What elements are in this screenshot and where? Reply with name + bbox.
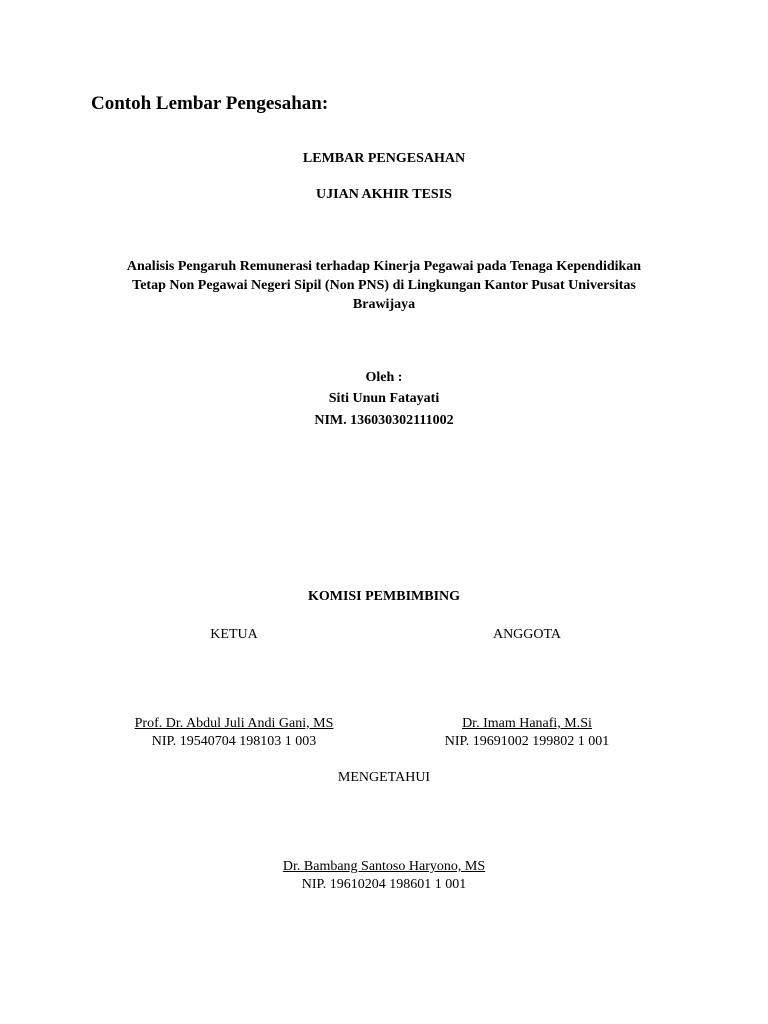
approval-sheet-title: LEMBAR PENGESAHAN — [302, 151, 466, 166]
author-nim: NIM. 136030302111002 — [314, 413, 454, 428]
chair-signature-block — [84, 715, 384, 751]
thesis-title-line: Tetap Non Pegawai Negeri Sipil (Non PNS) di Lingkungan Kantor Pusat Universitas — [132, 278, 636, 293]
thesis-title-line: Analisis Pengaruh Remunerasi terhadap Kinerja Pegawai pada Tenaga Kependidikan — [126, 259, 642, 274]
member-name: Dr. Imam Hanafi, M.Si — [462, 716, 592, 731]
chair-nip: NIP. 19540704 198103 1 003 — [151, 734, 317, 749]
committee-title: KOMISI PEMBIMBING — [307, 589, 461, 604]
chair-name: Prof. Dr. Abdul Juli Andi Gani, MS — [134, 716, 334, 731]
approver-name: Dr. Bambang Santoso Haryono, MS — [282, 859, 486, 874]
thesis-title-line: Brawijaya — [352, 297, 416, 312]
member-signature-block — [377, 715, 677, 751]
acknowledged-label: MENGETAHUI — [337, 770, 431, 785]
chair-role: KETUA — [210, 627, 258, 642]
approver-nip: NIP. 19610204 198601 1 001 — [301, 877, 467, 892]
approver-signature-block — [0, 858, 768, 894]
by-label: Oleh : — [365, 370, 403, 385]
exam-title: UJIAN AKHIR TESIS — [316, 187, 452, 202]
thesis-title — [84, 257, 684, 314]
member-nip: NIP. 19691002 199802 1 001 — [444, 734, 610, 749]
page-heading: Contoh Lembar Pengesahan: — [91, 93, 329, 114]
member-role: ANGGOTA — [492, 627, 562, 642]
author-name: Siti Unun Fatayati — [328, 391, 440, 406]
